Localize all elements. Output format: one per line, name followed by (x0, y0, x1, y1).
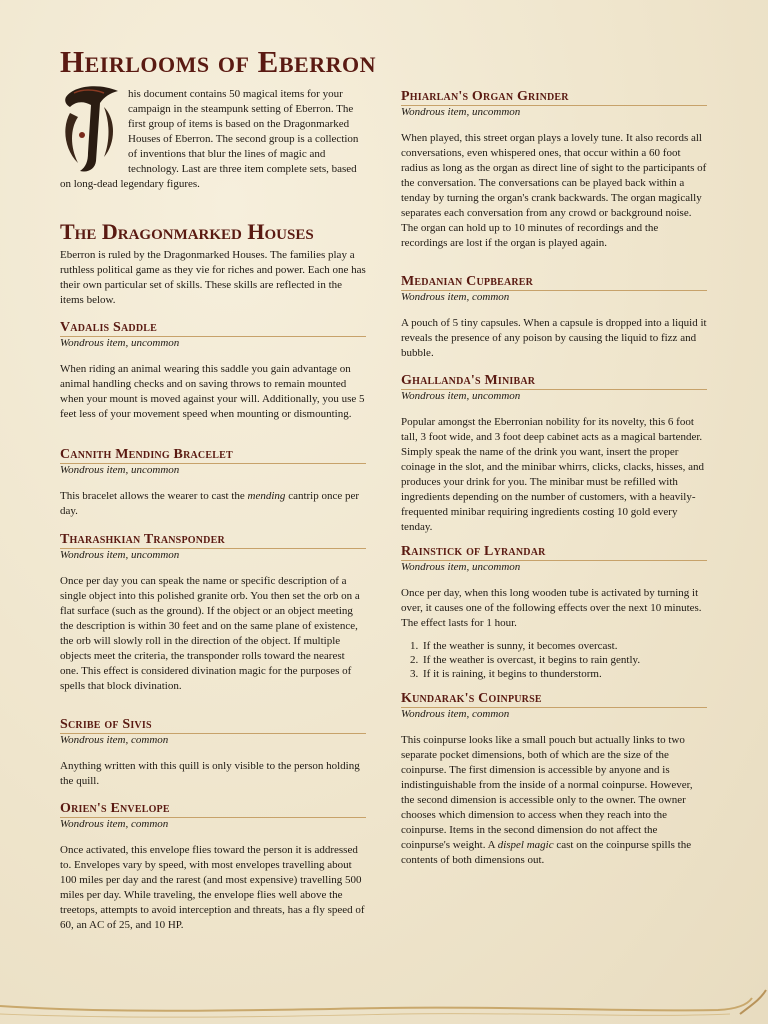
item-name: Tharashkian Transponder (60, 532, 366, 549)
page-footer-ornament (0, 984, 768, 1024)
section-heading: The Dragonmarked Houses (60, 219, 314, 244)
item-type: Wondrous item, uncommon (60, 464, 180, 476)
item-description: Once per day you can speak the name or specific description of a single object into this polished granite orb. You then set the orb on a flat surface (such as the ground). If the object or an object meeting the description is within 30 feet and on the same plane of existence, the orb will slowly roll in the direction of the object. If multiple objects meet the criteria, the transponder rolls toward the nearest one. This effect is considered divination magic for the purposes of spells that block divination. (60, 575, 360, 692)
item-name: Phiarlan's Organ Grinder (401, 89, 707, 106)
item-ghallandas-minibar (401, 373, 707, 535)
item-scribe-of-sivis (60, 717, 366, 789)
item-description: Anything written with this quill is only visible to the person holding the quill. (60, 760, 360, 787)
intro-paragraph (60, 87, 366, 192)
section-intro: Eberron is ruled by the Dragonmarked Houses. The families play a ruthless political game as they vie for riches and power. Each one has their own particular set of skills. These skills are reflected in the items below. (60, 249, 366, 306)
item-type: Wondrous item, common (60, 734, 169, 746)
item-type: Wondrous item, uncommon (401, 106, 521, 118)
intro-text: his document contains 50 magical items for your campaign in the steampunk setting of Eberron. The first group of items is based on the Dragonmarked Houses of Eberron. The second group is a collection of inventions that blur the lines of magic and technology. Last are three item complete sets, based on long-dead legendary figures. (60, 88, 359, 190)
item-name: Vadalis Saddle (60, 320, 366, 337)
spell-name: dispel magic (497, 839, 554, 851)
item-type: Wondrous item, uncommon (60, 549, 180, 561)
item-name: Orien's Envelope (60, 801, 366, 818)
item-name: Kundarak's Coinpurse (401, 691, 707, 708)
item-type: Wondrous item, uncommon (60, 337, 180, 349)
item-description: When played, this street organ plays a lovely tune. It also records all conversations, even whispered ones, that occur within a 60 foot radius as long as the organ as direct line of sight to the participants of the conversation. The conversations can be played back within a tenday by turning the organ's crank backwards. The organ magically separates each conversation from any crowd or background noise. The organ can hold up to 10 minutes of recordings and the recordings are lost if the organ is played again. (401, 132, 707, 249)
item-rainstick-of-lyrandar (401, 544, 707, 681)
item-phiarlans-organ-grinder (401, 89, 707, 251)
item-type: Wondrous item, common (401, 291, 510, 303)
item-type: Wondrous item, uncommon (401, 390, 521, 402)
item-type: Wondrous item, common (60, 818, 169, 830)
item-name: Rainstick of Lyrandar (401, 544, 707, 561)
item-type: Wondrous item, uncommon (401, 561, 521, 573)
item-description: Once activated, this envelope flies toward the person it is addressed to. Envelopes vary by speed, with most envelopes travelling about 100 miles per day and the rarest (and most expensive) travelling 500 miles per day. While traveling, the envelope flies well above the treetops, attempts to avoid interception and threats, has a fly speed of 60, an AC of 25, and 10 HP. (60, 844, 365, 931)
item-description: A pouch of 5 tiny capsules. When a capsule is dropped into a liquid it reveals the presence of any poison by causing the liquid to fizz and bubble. (401, 317, 707, 359)
item-description: Once per day, when this long wooden tube is activated by turning it over, it causes one of the following effects over the next 10 minutes. The effect lasts for 1 hour. (401, 587, 702, 629)
item-name: Medanian Cupbearer (401, 274, 707, 291)
spell-name: mending (247, 490, 286, 502)
item-cannith-mending-bracelet (60, 447, 366, 519)
item-description: This coinpurse looks like a small pouch but actually links to two separate pocket dimensions, both of which are the size of the coinpurse. The first dimension is accessible by anyone and is indistinguishable from the inside of a normal coinpurse. However, the second dimension is accessible only to the owner. The owner chooses which dimension to access when they reach into the coinpurse. Items in the second dimension do not affect the coinpurse's weight. A dispel magic cast on the coinpurse spills the contents of both dimensions out. (401, 734, 693, 866)
item-type: Wondrous item, common (401, 708, 510, 720)
item-tharashkian-transponder (60, 532, 366, 694)
document-title: Heirlooms of Eberron (60, 44, 376, 79)
item-description: Popular amongst the Eberronian nobility for its novelty, this 6 foot tall, 3 foot wide, and 3 foot deep cabinet acts as a magical bartender. Simply speak the name of the drink you want, insert the proper coinage in the slot, and the minibar whirrs, clicks, clacks, hisses, and produces your drink for you. The minibar must be refilled with ingredients depending on the number of customers, with a heavily-frequented minibar requiring ingredients costing 10 gold every tenday. (401, 416, 705, 533)
list-item: 1. If the weather is sunny, it becomes overcast. (421, 639, 707, 653)
item-oriens-envelope (60, 801, 366, 933)
item-description: This bracelet allows the wearer to cast the mending cantrip once per day. (60, 490, 360, 517)
item-description: When riding an animal wearing this saddle you gain advantage on animal handling checks and on saving throws to remain mounted when your mount is moved against your will. Additionally, you use 5 feet less of your movement speed when mounting or dismounting. (60, 363, 365, 420)
item-name: Scribe of Sivis (60, 717, 366, 734)
item-vadalis-saddle (60, 320, 366, 422)
item-kundaraks-coinpurse (401, 691, 707, 868)
item-name: Cannith Mending Bracelet (60, 447, 366, 464)
list-item: 2. If the weather is overcast, it begins to rain gently. (421, 653, 707, 667)
item-name: Ghallanda's Minibar (401, 373, 707, 390)
effects-list (401, 639, 707, 681)
item-medanian-cupbearer (401, 274, 707, 361)
drop-cap-t-icon (60, 83, 122, 175)
list-item: 3. If it is raining, it begins to thunderstorm. (421, 667, 707, 681)
